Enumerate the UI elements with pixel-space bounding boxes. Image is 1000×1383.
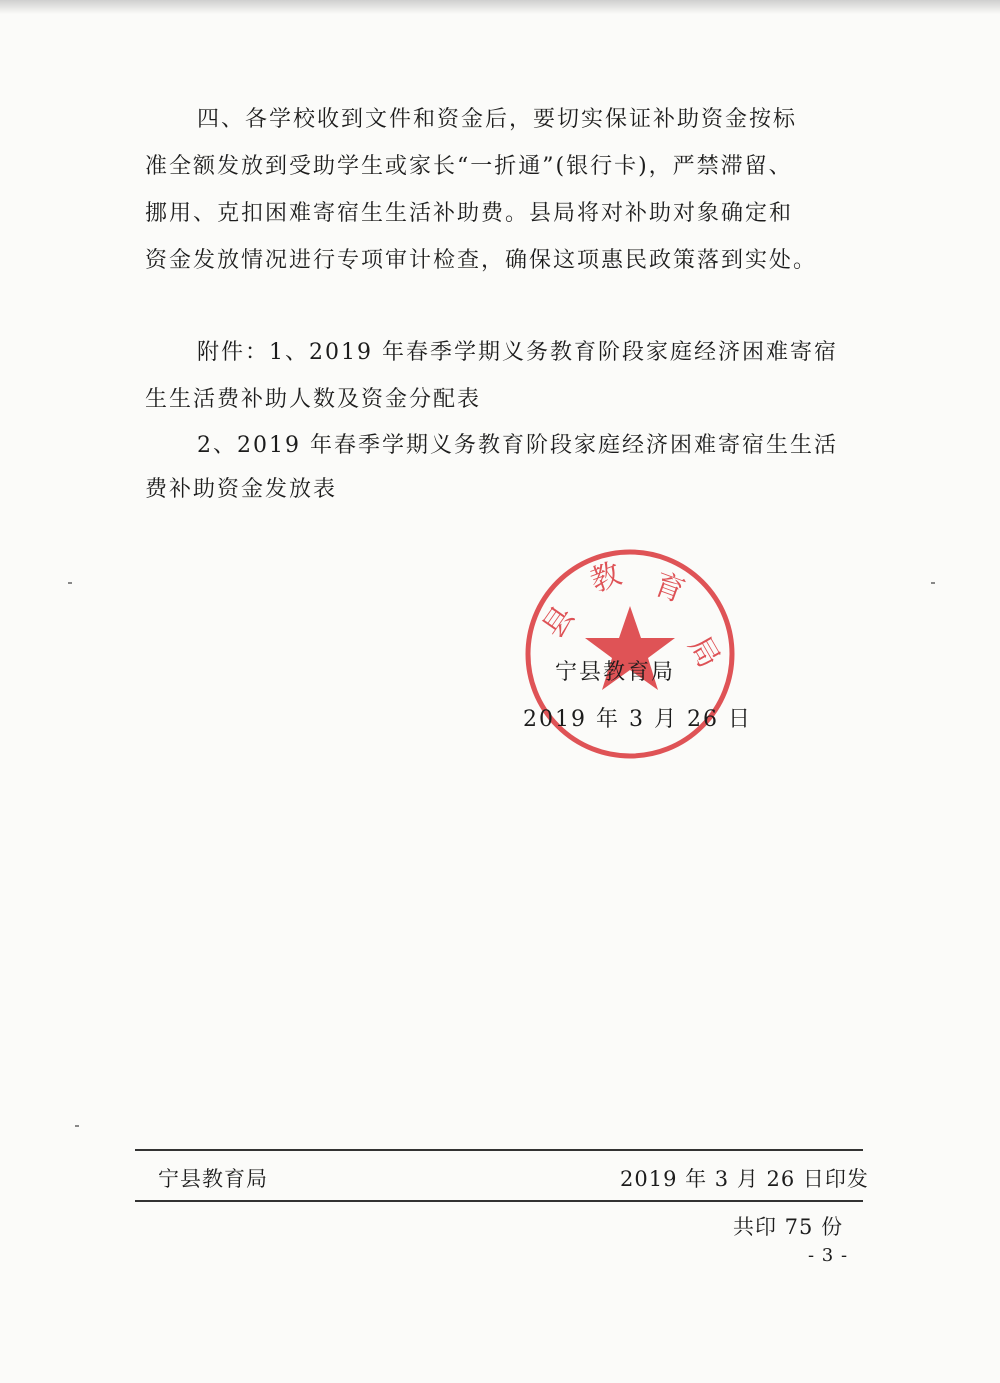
paragraph4-line-3: 挪用、克扣困难寄宿生生活补助费。县局将对补助对象确定和	[145, 201, 794, 226]
footer-top-rule	[135, 1149, 863, 1151]
scan-top-edge	[0, 0, 1000, 14]
footer-bottom-rule	[135, 1200, 863, 1202]
svg-text:育: 育	[649, 566, 690, 610]
scan-speck	[75, 1125, 79, 1127]
footer-copies: 共印 75 份	[733, 1215, 844, 1239]
footer-issue-date: 2019 年 3 月 26 日印发	[620, 1167, 869, 1191]
scan-speck	[68, 582, 72, 584]
svg-text:县: 县	[535, 599, 582, 645]
footer-issuer: 宁县教育局	[158, 1167, 268, 1191]
svg-text:教: 教	[585, 556, 626, 600]
scan-speck	[931, 582, 935, 584]
signature-org: 宁县教育局	[555, 660, 676, 685]
attachment2-line-2: 费补助资金发放表	[145, 477, 338, 502]
attachment1-line-2: 生生活费补助人数及资金分配表	[145, 387, 482, 412]
paragraph4-line-4: 资金发放情况进行专项审计检查，确保这项惠民政策落到实处。	[145, 248, 818, 273]
svg-text:局: 局	[681, 630, 727, 674]
signature-date: 2019 年 3 月 26 日	[523, 707, 752, 732]
attachment1-line-1: 附件：1、2019 年春季学期义务教育阶段家庭经济困难寄宿	[197, 340, 838, 365]
paragraph4-line-1: 四、各学校收到文件和资金后，要切实保证补助资金按标	[197, 107, 798, 132]
paragraph4-line-2: 准全额发放到受助学生或家长“一折通”(银行卡)，严禁滞留、	[145, 154, 793, 179]
attachment2-line-1: 2、2019 年春季学期义务教育阶段家庭经济困难寄宿生生活	[197, 433, 838, 458]
page-number: - 3 -	[808, 1245, 849, 1266]
